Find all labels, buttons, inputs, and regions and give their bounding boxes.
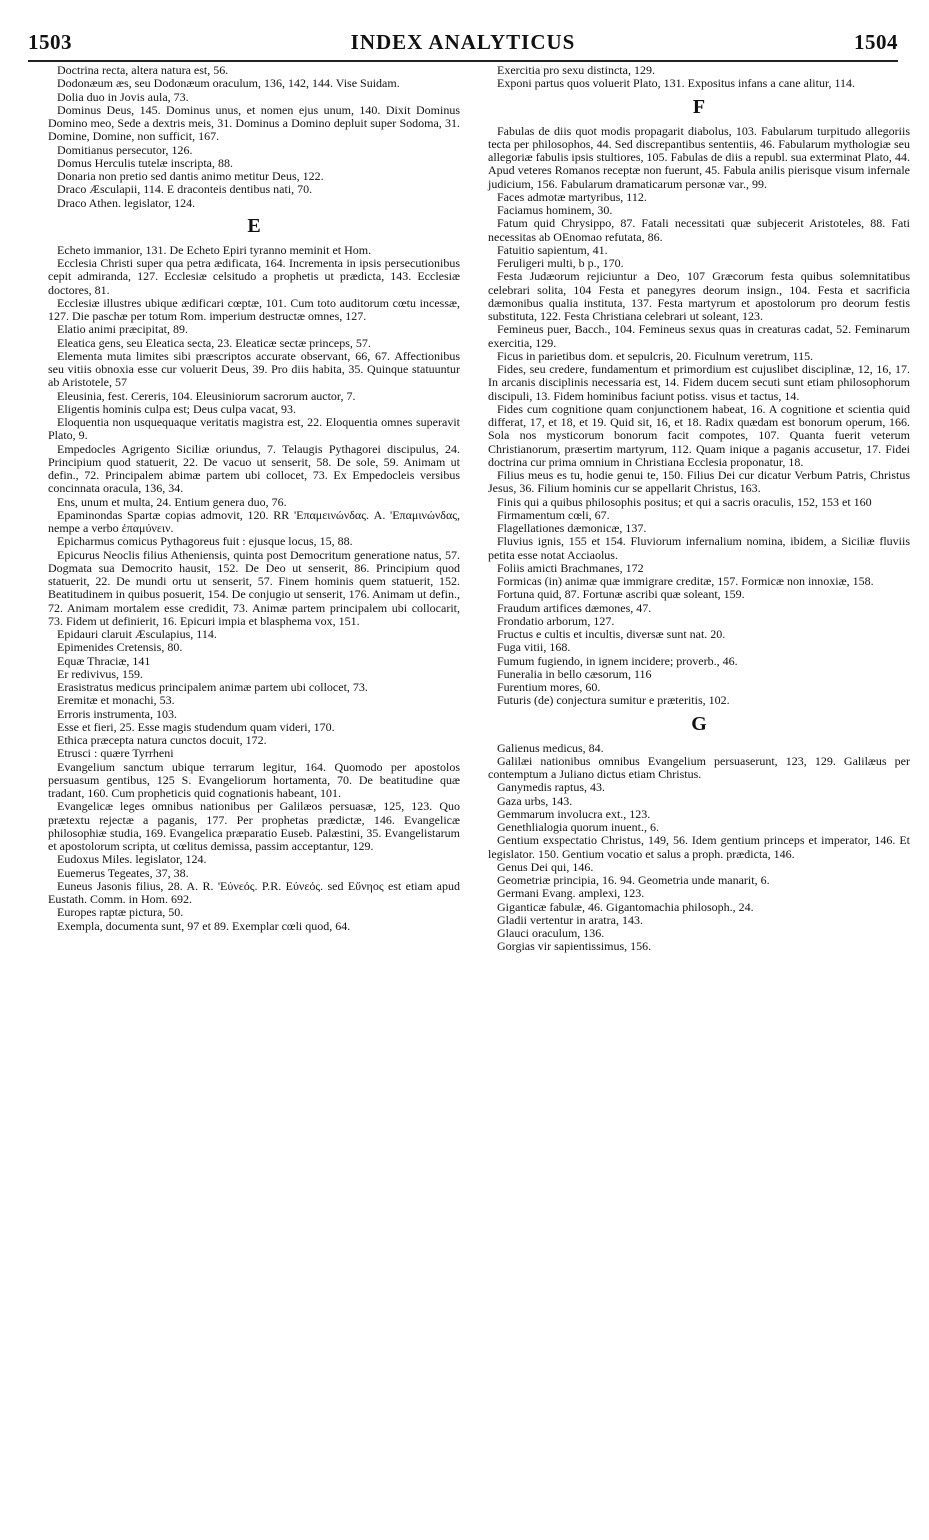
index-entry: Eloquentia non usquequaque veritatis magistra est, 22. Eloquentia omnes superavit Plato, 9. (48, 415, 460, 443)
index-entry: Esse et fieri, 25. Esse magis studendum quam videri, 170. (57, 719, 335, 734)
index-entry: Firmamentum cœli, 67. (497, 507, 610, 522)
index-entry: Eremitæ et monachi, 53. (57, 693, 175, 708)
index-entry: Fuga vitii, 168. (497, 640, 571, 655)
index-entry: Eudoxus Miles. legislator, 124. (57, 852, 207, 867)
index-entry: Frondatio arborum, 127. (497, 613, 615, 628)
index-entry: Ethica præcepta natura cunctos docuit, 172. (57, 733, 267, 747)
index-entry: Fumum fugiendo, in ignem incidere; proverb., 46. (497, 653, 738, 668)
index-entry: Funeralia in bello cæsorum, 116 (497, 666, 652, 681)
index-entry: Exempla, documenta sunt, 97 et 89. Exemplar cœli quod, 64. (57, 918, 351, 933)
index-entry: Equæ Thraciæ, 141 (57, 653, 151, 668)
index-entry: Dodonæum æs, seu Dodonæum oraculum, 136, 142, 144. Vise Suidam. (57, 76, 400, 91)
index-entry: Femineus puer, Bacch., 104. Femineus sexus quas in creaturas cadat, 52. Feminarum exercitia, 129. (488, 322, 910, 350)
index-entry: Fatum quid Chrysippo, 87. Fatali necessitati quæ subjecerit Aristoteles, 88. Fati necessitas ab OEnomao refutata, 86. (488, 216, 910, 244)
index-entry: Fatuitio sapientum, 41. (497, 242, 608, 257)
index-entry: Germani Evang. amplexi, 123. (497, 886, 645, 901)
index-entry: Fraudum artifices dæmones, 47. (497, 600, 652, 615)
index-entry: Epicharmus comicus Pythagoreus fuit : ejusque locus, 15, 88. (57, 534, 353, 549)
index-entry: Festa Judæorum rejiciuntur a Deo, 107 Græcorum festa quibus solemnitatibus celebrari solita, 104 Festa et panegyres deorum insign., 104. Festa et sacrificia dæmonibus qualia instituta, 137. Festa martyrum et apostolorum pro deorum festis substituta, 122. Festa Christiana celebrari ut soleant, 123. (488, 269, 910, 323)
index-entry: Gladii vertentur in aratra, 143. (497, 912, 643, 927)
section-letter-g: G (691, 712, 707, 735)
e-entries (48, 244, 460, 933)
index-entry: Fructus e cultis et incultis, diversæ sunt nat. 20. (497, 627, 726, 641)
index-entry: Er redivivus, 159. (57, 666, 143, 681)
index-entry: Evangelium sanctum ubique terrarum legitur, 164. Quomodo per apostolos persuasum gentibus, 125 S. Evangeliorum hortamenta, 70. De beatitudine quæ tradant, 160. Cum propheticis quid cognationis habeant, 101. (48, 759, 460, 800)
d-entries (48, 64, 460, 210)
header-rule (28, 60, 898, 62)
index-entry: Eligentis hominis culpa est; Deus culpa vacat, 93. (57, 401, 296, 416)
g-entries (488, 742, 910, 954)
left-column (48, 64, 460, 933)
index-entry: Epimenides Cretensis, 80. (57, 640, 183, 655)
index-entry: Euneus Jasonis filius, 28. A. R. 'Εύνεός. P.R. Εύνεός. sed Εὔνηος est etiam apud Eustath. Comm. in Hom. 692. (48, 878, 460, 906)
section-letter-e: E (247, 214, 261, 237)
index-entry: Domus Herculis tutelæ inscripta, 88. (57, 155, 233, 170)
right-column (488, 64, 910, 954)
f-entries (488, 125, 910, 708)
index-entry: Epidauri claruit Æsculapius, 114. (57, 627, 217, 641)
index-entry: Gaza urbs, 143. (497, 793, 573, 808)
index-entry: Genus Dei qui, 146. (497, 859, 594, 874)
index-entry: Furentium mores, 60. (497, 680, 601, 694)
index-entry: Etrusci : quære Tyrrheni (57, 746, 174, 761)
index-entry: Exercitia pro sexu distincta, 129. (497, 63, 655, 77)
index-entry: Epicurus Neoclis filius Atheniensis, quinta post Democritum generatione natus, 57. Dogmata sua Democrito hausit, 152. De Deo ut senserit, 86. Principium quod statuerit, 22. De mundi ortu ut senserit, 57. Finem hominis quem statuerit, 152. Beatitudinem in quibus posuerit, 154. De conjugio ut senserit, 176. Animam ut defin., 72. Animam mortalem esse credidit, 73. Animæ partem principalem ubi collocarit, 73. Fidem ut definierit, 16. Epicuri impia et blasphema vox, 151. (48, 547, 460, 628)
index-entry: Galilæi nationibus omnibus Evangelium persuaserunt, 123, 129. Galilæus per contemptum a Juliano dictus etiam Christus. (488, 753, 910, 781)
page-number-left: 1503 (28, 30, 72, 54)
index-entry: Erasistratus medicus principalem animæ partem ubi collocet, 73. (57, 680, 368, 694)
index-entry: Faciamus hominem, 30. (497, 203, 613, 217)
index-entry: Gorgias vir sapientissimus, 156. (497, 939, 652, 954)
index-entry: Draco Æsculapii, 114. E draconteis dentibus nati, 70. (57, 182, 313, 197)
index-entry: Formicas (in) animæ quæ immigrare creditæ, 157. Formicæ non innoxiæ, 158. (497, 574, 874, 588)
index-entry: Filius meus es tu, hodie genui te, 150. Filius Dei cur dicatur Verbum Patris, Christus Jesus, 36. Filium hominis cur se appellarit Christus, 163. (488, 468, 910, 496)
index-entry: Futuris (de) conjectura sumitur e præteritis, 102. (497, 693, 730, 708)
index-entry: Galienus medicus, 84. (497, 740, 604, 755)
e-entries-continued (488, 64, 910, 91)
index-entry: Fides, seu credere, fundamentum et primordium est cujuslibet disciplinæ, 12, 16, 17. In arcanis disciplinis necessaria est, 14. Fidem ducem secuti sunt etiam philosophorum discipuli, 13. Fidem hominibus faciunt potiss. visus et tactus, 14. (488, 362, 910, 403)
index-entry: Empedocles Agrigento Siciliæ oriundus, 7. Telaugis Pythagorei discipulus, 24. Principium quod statuerit, 22. De vacuo ut senserit, 58. De sole, 59. Animam ut defin., 72. Principalem abimæ partem ubi collocet, 73. Ex Empedocleis versibus concinnata oracula, 136, 34. (48, 441, 460, 496)
index-entry: Feruligeri multi, b p., 170. (497, 256, 624, 270)
index-entry: Elementa muta limites sibi præscriptos accurate observant, 66, 67. Affectionibus seu vitiis obnoxia esse cur voluerit Deus, 39. Pro diis habita, 35. Quinque statuuntur ab Aristotele, 57 (48, 348, 460, 390)
index-entry: Draco Athen. legislator, 124. (57, 195, 196, 210)
section-letter-f: F (692, 95, 706, 118)
index-entry: Flagellationes dæmonicæ, 137. (497, 521, 647, 535)
index-entry: Eleatica gens, seu Eleatica secta, 23. Eleaticæ sectæ princeps, 57. (57, 335, 371, 350)
index-entry: Geometriæ principia, 16. 94. Geometria unde manarit, 6. (497, 873, 770, 887)
index-entry: Doctrina recta, altera natura est, 56. (57, 63, 229, 77)
index-entry: Ganymedis raptus, 43. (497, 780, 605, 795)
index-entry: Exponi partus quos voluerit Plato, 131. Expositus infans a cane alitur, 114. (497, 76, 856, 91)
index-entry: Faces admotæ martyribus, 112. (497, 189, 647, 204)
index-entry: Ens, unum et multa, 24. Entium genera duo, 76. (57, 494, 287, 509)
page-header (28, 30, 898, 60)
index-entry: Finis qui a quibus philosophis positus; et qui a sacris oraculis, 152, 153 et 160 (497, 494, 872, 509)
index-entry: Domitianus persecutor, 126. (57, 142, 193, 157)
index-entry: Donaria non pretio sed dantis animo metitur Deus, 122. (57, 169, 324, 183)
page-number-right: 1504 (854, 30, 898, 54)
index-entry: Ecclesia Christi super qua petra ædificata, 164. Incrementa in ipsis persecutionibus cepit admiranda, 127. Ecclesiæ celsitudo a prophetis ut prædicta, 143. Ecclesiæ doctores, 81. (48, 256, 460, 297)
index-entry: Evangelicæ leges omnibus nationibus per Galilæos persuasæ, 125, 123. Quo prætextu rejectæ a paganis, 177. Per prophetas prædictæ, 146. Evangelicæ philosophiæ studia, 169. Evangelica præparatio Euseb. Palæstini, 35. Evangelistarum et apostolorum scripta, ut cœlitus demissa, passim acceptantur, 129. (48, 799, 460, 853)
index-entry: Ecclesiæ illustres ubique ædificari cœptæ, 101. Cum toto auditorum cœtu incessæ, 127. Die paschæ per totum Rom. imperium destructæ omnes, 127. (48, 295, 460, 323)
index-entry: Epaminondas Spartæ copias admovit, 120. RR 'Επαμεινώνδας. A. 'Επαμινώνδας, nempe a verbo ἐπαμύνειν. (48, 507, 460, 535)
index-entry: Euemerus Tegeates, 37, 38. (57, 865, 189, 880)
index-entry: Gentium exspectatio Christus, 149, 56. Idem gentium princeps et imperator, 146. Et legislator. 150. Gentium vocatio et salus a proph. prædicta, 146. (488, 833, 910, 861)
index-entry: Echeto immanior, 131. De Echeto Epiri tyranno meminit et Hom. (57, 242, 372, 257)
index-entry: Genethlialogia quorum inuent., 6. (497, 820, 659, 834)
index-entry: Glauci oraculum, 136. (497, 926, 605, 940)
index-entry: Europes raptæ pictura, 50. (57, 905, 184, 920)
index-entry: Fortuna quid, 87. Fortunæ ascribi quæ soleant, 159. (497, 587, 745, 602)
page-title: INDEX ANALYTICUS (350, 30, 576, 54)
index-entry: Dolia duo in Jovis aula, 73. (57, 89, 189, 104)
index-entry: Giganticæ fabulæ, 46. Gigantomachia philosoph., 24. (497, 899, 754, 914)
index-entry: Gemmarum involucra ext., 123. (497, 806, 651, 821)
index-entry: Eleusinia, fest. Cereris, 104. Eleusiniorum sacrorum auctor, 7. (57, 388, 356, 403)
index-entry: Fides cum cognitione quam conjunctionem habeat, 16. A cognitione et scientia quid differat, 17, et 18, et 19. Quid sit, 16, et 18. Radix quædam est bonorum operum, 166. Sola nos mysticorum bonorum facit compotes, 107. Quanta fuerit veterum Christianorum, præsertim martyrum, 112. Quam inique a paganis accusetur, 17. Fidei doctrina cur prima omnium in Christiana Ecclesia proponatur, 18. (488, 401, 910, 469)
index-entry: Dominus Deus, 145. Dominus unus, et nomen ejus unum, 140. Dixit Dominus Domino meo, Sede a dextris meis, 31. Dominus a Domino depluit super Sodoma, 31. Domine, Domine, non sufficit, 167. (48, 102, 460, 144)
index-entry: Fabulas de diis quot modis propagarit diabolus, 103. Fabularum turpitudo allegoriis tecta per philosophos, 44. Sed discrepantibus sententiis, 46. Fabularum mythologiæ seu allegoriæ fabulis ipsis stultiores, 105. Fabulas de diis a republ. sua exterminat Plato, 44. Apud veteres Romanos receptæ non fuerunt, 45. Fabula anilis pierisque visum infernale judicium, 156. Fabularum dramaticarum personæ var., 99. (488, 123, 910, 191)
index-entry: Ficus in parietibus dom. et sepulcris, 20. Ficulnum veretrum, 115. (497, 348, 814, 363)
index-entry: Foliis amicti Brachmanes, 172 (497, 560, 644, 575)
index-entry: Elatio animi præcipitat, 89. (57, 322, 188, 337)
index-entry: Erroris instrumenta, 103. (57, 706, 177, 721)
index-entry: Fluvius ignis, 155 et 154. Fluviorum infernalium nomina, ibidem, a Siciliæ fluviis petita esse notat Acciaolus. (488, 534, 910, 562)
